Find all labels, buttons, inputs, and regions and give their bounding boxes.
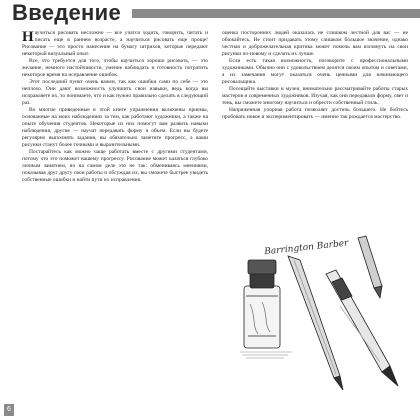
left-column bbox=[22, 30, 208, 184]
artist-signature: Barrington Barber bbox=[263, 238, 349, 258]
paragraph-9: Напряженная упорная работа позволяет достичь большего. Не бойтесь пробовать новое и экспериментировать — именно так рождается мастерство. bbox=[222, 107, 408, 121]
paragraph-7: Если есть такая возможность, поговорите с профессиональными художниками. Обычно они с удовольствием делятся своим опытом и советами, а их замечания могут оказаться очень ценными для начинающего рисовальщика. bbox=[222, 58, 408, 86]
paragraph-5: Постарайтесь как можно чаще работать вместе с другими студентами, потому что это поможет вашему прогрессу. Рисование может казаться глубоко личным занятием, но на самом деле это не так: обмениваясь мнениями, показывая друг другу свои работы и обсуждая их, вы сможете быстрее увидеть собственные ошибки и найти пути их исправления. bbox=[22, 149, 208, 184]
paragraph-4: Во многие приведенные в этой книге упражнения включены приемы, основанные на моих наблюдениях за тем, как работают художники, а также на опыте обучения студентов. Некоторые из них помогут вам развить навыки наблюдения, другие — научат передавать форму и объем. Если вы будете регулярно выполнять задания, вы обязательно заметите прогресс, а ваши рисунки станут более точными и выразительными. bbox=[22, 107, 208, 149]
page-header bbox=[0, 0, 420, 28]
paragraph-6: оценка посторонних людей оказалась не слишком лестной для вас — не обижайтесь. Не стоит придавать этому слишком большое значение, однако честная и доброжелательная критика может помочь вам взглянуть на свои рисунки по-новому и сделать их лучше. bbox=[222, 30, 408, 58]
title-rule bbox=[132, 9, 420, 18]
paragraph-1 bbox=[22, 30, 208, 58]
shadow-hatching bbox=[240, 352, 292, 358]
drop-cap: Н bbox=[22, 29, 34, 45]
right-column bbox=[222, 30, 408, 121]
page-title: Введение bbox=[12, 0, 122, 25]
ink-bottle-icon bbox=[244, 260, 280, 348]
ink-pens-drawing bbox=[222, 226, 408, 406]
page-number: 6 bbox=[4, 404, 14, 416]
pens-illustration bbox=[222, 226, 408, 406]
paragraph-2: Все, что требуется для того, чтобы научиться хорошо рисовать, — это желание, немного настойчивости, умение наблюдать и готовность потратить некоторое время на исправление ошибок. bbox=[22, 58, 208, 79]
paragraph-3: Этот последний пункт очень важен, так как ошибки сами по себе — это неплохо. Они дают возможность улучшить свои навыки, ведь когда вы исправляете их, то понимаете, что и как нужно правильно сделать в следующий раз. bbox=[22, 79, 208, 107]
paragraph-1-text: аучиться рисовать несложно — все учатся ходить, говорить, читать и писать еще в раннем возрасте, а научиться рисовать еще проще! Рисование — это просто нанесение на бумагу штрихов, которые передают некоторый визуальный опыт. bbox=[22, 30, 208, 58]
paragraph-8: Посещайте выставки и музеи, внимательно рассматривайте работы старых мастеров и современных художников. Изучая, как они передавали форму, свет и тень, вы сможете многому научиться и обрести собственный стиль. bbox=[222, 86, 408, 107]
